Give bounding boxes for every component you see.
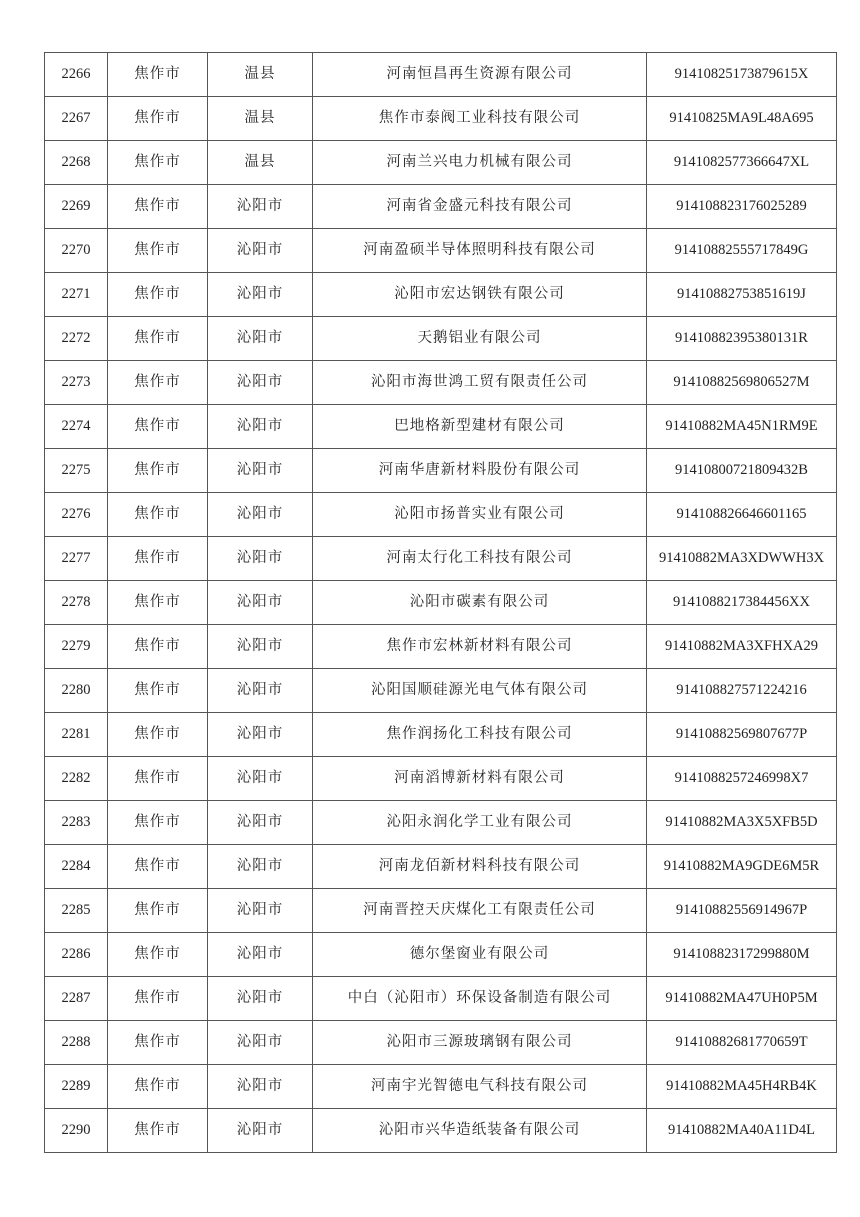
city-cell: 焦作市 bbox=[108, 889, 208, 933]
credit-code-cell: 91410882MA45H4RB4K bbox=[647, 1065, 837, 1109]
city-cell: 焦作市 bbox=[108, 449, 208, 493]
table-body bbox=[45, 53, 837, 1153]
table-row bbox=[45, 757, 837, 801]
table-row bbox=[45, 713, 837, 757]
table-row bbox=[45, 141, 837, 185]
row-number: 2283 bbox=[45, 801, 108, 845]
row-number: 2271 bbox=[45, 273, 108, 317]
county-cell: 沁阳市 bbox=[208, 757, 313, 801]
table-row bbox=[45, 669, 837, 713]
credit-code-cell: 9141088257246998X7 bbox=[647, 757, 837, 801]
credit-code-cell: 91410882MA3XDWWH3X bbox=[647, 537, 837, 581]
city-cell: 焦作市 bbox=[108, 1109, 208, 1153]
company-name-cell: 沁阳永润化学工业有限公司 bbox=[313, 801, 647, 845]
city-cell: 焦作市 bbox=[108, 141, 208, 185]
city-cell: 焦作市 bbox=[108, 97, 208, 141]
row-number: 2270 bbox=[45, 229, 108, 273]
company-name-cell: 沁阳市碳素有限公司 bbox=[313, 581, 647, 625]
credit-code-cell: 91410882556914967P bbox=[647, 889, 837, 933]
table-row bbox=[45, 361, 837, 405]
company-name-cell: 河南宇光智德电气科技有限公司 bbox=[313, 1065, 647, 1109]
company-name-cell: 天鹅铝业有限公司 bbox=[313, 317, 647, 361]
company-name-cell: 中白（沁阳市）环保设备制造有限公司 bbox=[313, 977, 647, 1021]
county-cell: 温县 bbox=[208, 53, 313, 97]
city-cell: 焦作市 bbox=[108, 713, 208, 757]
county-cell: 沁阳市 bbox=[208, 449, 313, 493]
city-cell: 焦作市 bbox=[108, 977, 208, 1021]
table-row bbox=[45, 889, 837, 933]
credit-code-cell: 91410882569806527M bbox=[647, 361, 837, 405]
credit-code-cell: 91410882681770659T bbox=[647, 1021, 837, 1065]
row-number: 2284 bbox=[45, 845, 108, 889]
credit-code-cell: 914108826646601165 bbox=[647, 493, 837, 537]
company-name-cell: 沁阳市宏达钢铁有限公司 bbox=[313, 273, 647, 317]
credit-code-cell: 91410882MA3X5XFB5D bbox=[647, 801, 837, 845]
row-number: 2273 bbox=[45, 361, 108, 405]
county-cell: 沁阳市 bbox=[208, 669, 313, 713]
company-name-cell: 沁阳市扬普实业有限公司 bbox=[313, 493, 647, 537]
row-number: 2277 bbox=[45, 537, 108, 581]
row-number: 2288 bbox=[45, 1021, 108, 1065]
county-cell: 沁阳市 bbox=[208, 713, 313, 757]
company-name-cell: 德尔堡窗业有限公司 bbox=[313, 933, 647, 977]
table-row bbox=[45, 1065, 837, 1109]
county-cell: 沁阳市 bbox=[208, 801, 313, 845]
row-number: 2274 bbox=[45, 405, 108, 449]
credit-code-cell: 9141082577366647XL bbox=[647, 141, 837, 185]
row-number: 2268 bbox=[45, 141, 108, 185]
company-name-cell: 沁阳市兴华造纸装备有限公司 bbox=[313, 1109, 647, 1153]
row-number: 2289 bbox=[45, 1065, 108, 1109]
row-number: 2280 bbox=[45, 669, 108, 713]
city-cell: 焦作市 bbox=[108, 537, 208, 581]
table-row bbox=[45, 625, 837, 669]
county-cell: 沁阳市 bbox=[208, 1021, 313, 1065]
row-number: 2278 bbox=[45, 581, 108, 625]
company-name-cell: 河南龙佰新材料科技有限公司 bbox=[313, 845, 647, 889]
city-cell: 焦作市 bbox=[108, 361, 208, 405]
city-cell: 焦作市 bbox=[108, 757, 208, 801]
credit-code-cell: 91410800721809432B bbox=[647, 449, 837, 493]
row-number: 2279 bbox=[45, 625, 108, 669]
city-cell: 焦作市 bbox=[108, 581, 208, 625]
credit-code-cell: 914108827571224216 bbox=[647, 669, 837, 713]
credit-code-cell: 91410882MA9GDE6M5R bbox=[647, 845, 837, 889]
county-cell: 沁阳市 bbox=[208, 625, 313, 669]
county-cell: 沁阳市 bbox=[208, 933, 313, 977]
county-cell: 沁阳市 bbox=[208, 317, 313, 361]
credit-code-cell: 91410882555717849G bbox=[647, 229, 837, 273]
county-cell: 沁阳市 bbox=[208, 581, 313, 625]
company-name-cell: 河南华唐新材料股份有限公司 bbox=[313, 449, 647, 493]
row-number: 2282 bbox=[45, 757, 108, 801]
credit-code-cell: 91410825MA9L48A695 bbox=[647, 97, 837, 141]
credit-code-cell: 91410882753851619J bbox=[647, 273, 837, 317]
table-row bbox=[45, 1021, 837, 1065]
row-number: 2266 bbox=[45, 53, 108, 97]
county-cell: 沁阳市 bbox=[208, 273, 313, 317]
table-row bbox=[45, 229, 837, 273]
table-row bbox=[45, 273, 837, 317]
company-name-cell: 沁阳市海世鸿工贸有限责任公司 bbox=[313, 361, 647, 405]
credit-code-cell: 91410882MA45N1RM9E bbox=[647, 405, 837, 449]
table-row bbox=[45, 185, 837, 229]
table-row bbox=[45, 581, 837, 625]
county-cell: 沁阳市 bbox=[208, 537, 313, 581]
enterprise-list-table bbox=[44, 52, 837, 1153]
row-number: 2285 bbox=[45, 889, 108, 933]
table-row bbox=[45, 97, 837, 141]
county-cell: 沁阳市 bbox=[208, 493, 313, 537]
credit-code-cell: 91410882317299880M bbox=[647, 933, 837, 977]
company-name-cell: 焦作润扬化工科技有限公司 bbox=[313, 713, 647, 757]
city-cell: 焦作市 bbox=[108, 669, 208, 713]
credit-code-cell: 91410882MA47UH0P5M bbox=[647, 977, 837, 1021]
table-row bbox=[45, 405, 837, 449]
county-cell: 温县 bbox=[208, 97, 313, 141]
row-number: 2281 bbox=[45, 713, 108, 757]
table-row bbox=[45, 801, 837, 845]
city-cell: 焦作市 bbox=[108, 1065, 208, 1109]
table-row bbox=[45, 537, 837, 581]
company-name-cell: 焦作市宏林新材料有限公司 bbox=[313, 625, 647, 669]
credit-code-cell: 91410882MA40A11D4L bbox=[647, 1109, 837, 1153]
company-name-cell: 焦作市泰阀工业科技有限公司 bbox=[313, 97, 647, 141]
table-row bbox=[45, 845, 837, 889]
company-name-cell: 河南省金盛元科技有限公司 bbox=[313, 185, 647, 229]
county-cell: 沁阳市 bbox=[208, 405, 313, 449]
county-cell: 沁阳市 bbox=[208, 361, 313, 405]
credit-code-cell: 914108823176025289 bbox=[647, 185, 837, 229]
city-cell: 焦作市 bbox=[108, 845, 208, 889]
row-number: 2272 bbox=[45, 317, 108, 361]
county-cell: 沁阳市 bbox=[208, 977, 313, 1021]
county-cell: 温县 bbox=[208, 141, 313, 185]
row-number: 2286 bbox=[45, 933, 108, 977]
city-cell: 焦作市 bbox=[108, 1021, 208, 1065]
row-number: 2276 bbox=[45, 493, 108, 537]
city-cell: 焦作市 bbox=[108, 493, 208, 537]
table-row bbox=[45, 1109, 837, 1153]
city-cell: 焦作市 bbox=[108, 185, 208, 229]
company-name-cell: 河南晋控天庆煤化工有限责任公司 bbox=[313, 889, 647, 933]
company-name-cell: 沁阳国顺硅源光电气体有限公司 bbox=[313, 669, 647, 713]
row-number: 2269 bbox=[45, 185, 108, 229]
credit-code-cell: 91410825173879615X bbox=[647, 53, 837, 97]
city-cell: 焦作市 bbox=[108, 933, 208, 977]
company-name-cell: 河南太行化工科技有限公司 bbox=[313, 537, 647, 581]
county-cell: 沁阳市 bbox=[208, 845, 313, 889]
city-cell: 焦作市 bbox=[108, 317, 208, 361]
table-row bbox=[45, 449, 837, 493]
row-number: 2287 bbox=[45, 977, 108, 1021]
company-name-cell: 河南滔博新材料有限公司 bbox=[313, 757, 647, 801]
city-cell: 焦作市 bbox=[108, 405, 208, 449]
table-row bbox=[45, 977, 837, 1021]
company-name-cell: 河南恒昌再生资源有限公司 bbox=[313, 53, 647, 97]
city-cell: 焦作市 bbox=[108, 273, 208, 317]
county-cell: 沁阳市 bbox=[208, 1109, 313, 1153]
county-cell: 沁阳市 bbox=[208, 185, 313, 229]
table-row bbox=[45, 933, 837, 977]
credit-code-cell: 9141088217384456XX bbox=[647, 581, 837, 625]
city-cell: 焦作市 bbox=[108, 53, 208, 97]
credit-code-cell: 91410882MA3XFHXA29 bbox=[647, 625, 837, 669]
county-cell: 沁阳市 bbox=[208, 889, 313, 933]
table-row bbox=[45, 493, 837, 537]
table-row bbox=[45, 53, 837, 97]
county-cell: 沁阳市 bbox=[208, 229, 313, 273]
company-name-cell: 巴地格新型建材有限公司 bbox=[313, 405, 647, 449]
city-cell: 焦作市 bbox=[108, 229, 208, 273]
row-number: 2290 bbox=[45, 1109, 108, 1153]
city-cell: 焦作市 bbox=[108, 625, 208, 669]
row-number: 2275 bbox=[45, 449, 108, 493]
credit-code-cell: 91410882569807677P bbox=[647, 713, 837, 757]
company-name-cell: 河南盈硕半导体照明科技有限公司 bbox=[313, 229, 647, 273]
county-cell: 沁阳市 bbox=[208, 1065, 313, 1109]
city-cell: 焦作市 bbox=[108, 801, 208, 845]
company-name-cell: 沁阳市三源玻璃钢有限公司 bbox=[313, 1021, 647, 1065]
table-row bbox=[45, 317, 837, 361]
row-number: 2267 bbox=[45, 97, 108, 141]
company-name-cell: 河南兰兴电力机械有限公司 bbox=[313, 141, 647, 185]
credit-code-cell: 91410882395380131R bbox=[647, 317, 837, 361]
